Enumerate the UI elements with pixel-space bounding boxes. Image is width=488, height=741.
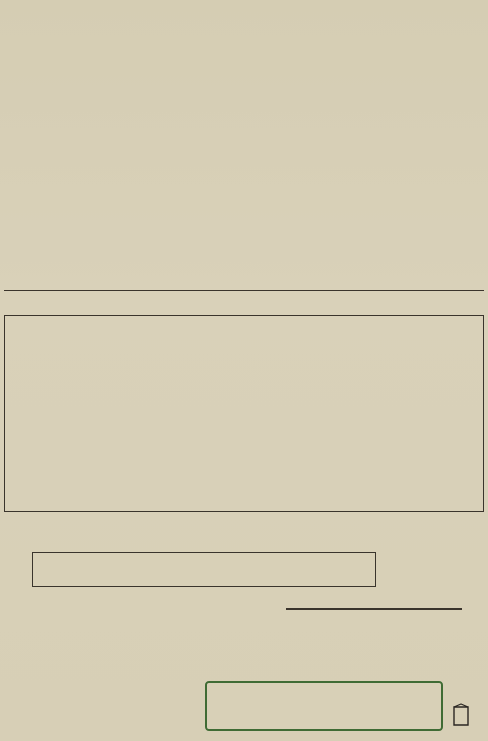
divider xyxy=(4,290,484,291)
barcode-icon xyxy=(4,700,200,741)
recycle-notice xyxy=(205,681,443,731)
nutrition-table xyxy=(286,608,462,610)
allergen-table xyxy=(32,552,376,587)
plastic-recycle-icon xyxy=(451,703,471,729)
product-title xyxy=(7,297,15,310)
ingredients-box xyxy=(4,315,484,512)
